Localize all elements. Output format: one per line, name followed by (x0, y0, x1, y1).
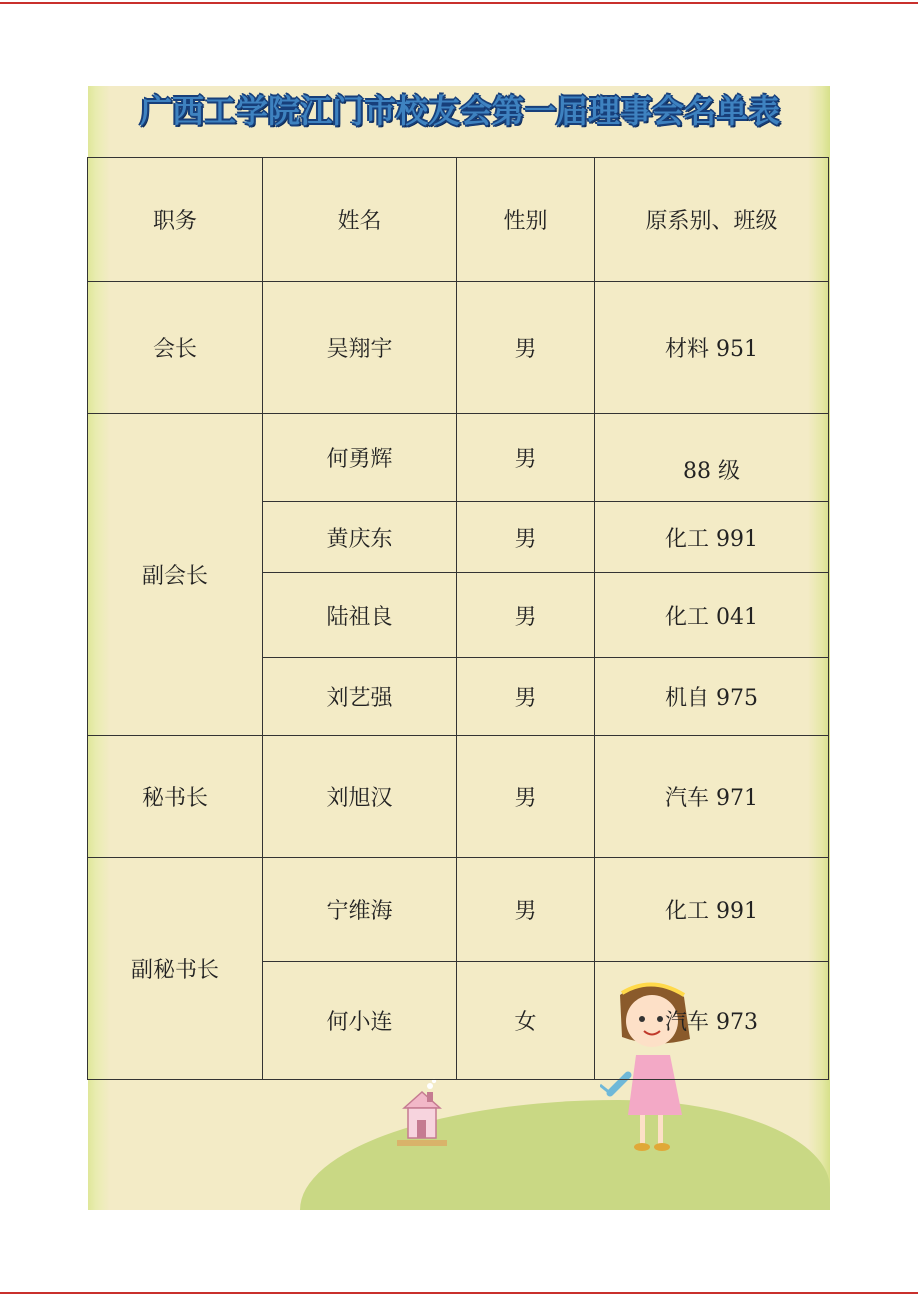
class-cell: 汽车 971 (595, 736, 829, 858)
header-role: 职务 (88, 158, 263, 282)
name-cell: 吴翔宇 (263, 282, 457, 414)
page-title: 广西工学院江门市校友会第一届理事会名单表 (139, 92, 780, 130)
gender-cell: 男 (457, 502, 595, 573)
name-cell: 黄庆东 (263, 502, 457, 573)
class-cell: 机自 975 (595, 658, 829, 736)
top-red-rule (0, 2, 918, 4)
gender-cell: 男 (457, 658, 595, 736)
gender-cell: 男 (457, 736, 595, 858)
name-cell: 何小连 (263, 962, 457, 1080)
class-cell: 化工 041 (595, 573, 829, 658)
name-cell: 刘艺强 (263, 658, 457, 736)
role-cell: 秘书长 (88, 736, 263, 858)
class-cell: 材料 951 (595, 282, 829, 414)
class-cell: 88 级 (595, 414, 829, 502)
class-cell: 化工 991 (595, 858, 829, 962)
header-name: 姓名 (263, 158, 457, 282)
roster-table (87, 157, 829, 1080)
role-cell: 副秘书长 (88, 858, 263, 1080)
gender-cell: 男 (457, 414, 595, 502)
header-gender: 性别 (457, 158, 595, 282)
class-cell: 化工 991 (595, 502, 829, 573)
table-row (88, 858, 829, 962)
table-row (88, 414, 829, 502)
gender-cell: 男 (457, 282, 595, 414)
house-icon (392, 1078, 452, 1148)
gender-cell: 男 (457, 573, 595, 658)
role-cell: 副会长 (88, 414, 263, 736)
table-row (88, 282, 829, 414)
table-header-row (88, 158, 829, 282)
class-cell: 汽车 973 (595, 962, 829, 1080)
name-cell: 刘旭汉 (263, 736, 457, 858)
name-cell: 陆祖良 (263, 573, 457, 658)
role-cell: 会长 (88, 282, 263, 414)
name-cell: 宁维海 (263, 858, 457, 962)
gender-cell: 女 (457, 962, 595, 1080)
name-cell: 何勇辉 (263, 414, 457, 502)
table-row (88, 736, 829, 858)
bottom-red-rule (0, 1292, 918, 1294)
header-class: 原系别、班级 (595, 158, 829, 282)
gender-cell: 男 (457, 858, 595, 962)
